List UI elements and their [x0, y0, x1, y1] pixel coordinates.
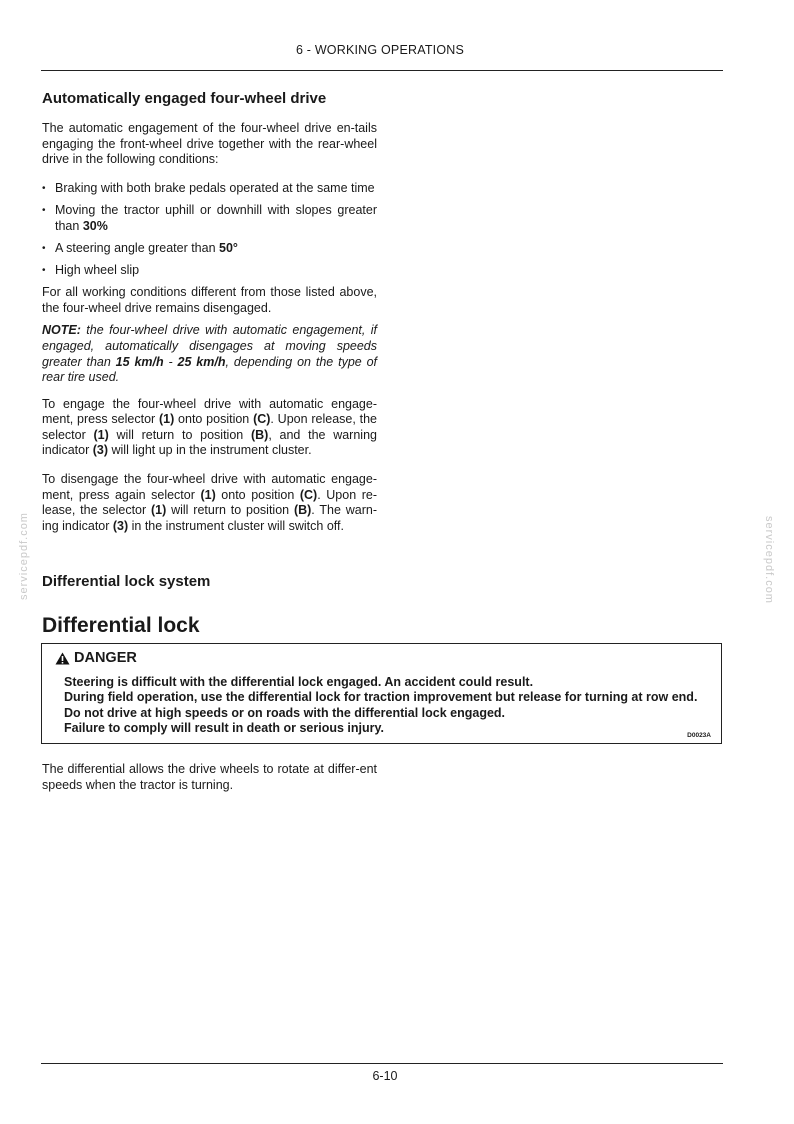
page-header-title: 6 - WORKING OPERATIONS — [295, 43, 465, 57]
note-paragraph: NOTE: the four-wheel drive with automatic engagement, if engaged, automatically disengages at moving speeds greater than 15 km/h - 25 km/h, depending on the type of rear tire used. — [42, 323, 378, 385]
watermark-right: servicepdf.com — [763, 516, 775, 604]
danger-line: Failure to comply will result in death or serious injury. — [64, 720, 384, 735]
section-heading-four-wheel-drive: Automatically engaged four-wheel drive — [42, 90, 327, 107]
list-item: • Moving the tractor uphill or downhill with slopes greater than 30% — [42, 203, 377, 234]
danger-line: During field operation, use the differential lock for traction improvement but release for turning at row end. Do not drive at high speeds or on roads with the differential lock engaged. — [64, 690, 698, 720]
intro-paragraph: The automatic engagement of the four-wheel drive en-tails engaging the front-wheel drive together with the rear-wheel drive in the following conditions: — [42, 121, 377, 167]
danger-line: Steering is difficult with the differential lock engaged. An accident could result. — [64, 675, 534, 689]
page-number: 6-10 — [372, 1069, 398, 1083]
danger-code: D0023A — [687, 732, 711, 739]
disengage-paragraph: To disengage the four-wheel drive with automatic engage-ment, press again selector (1) onto position (C). Upon re-lease, the selector (1) will return to position (B). The warn-ing indicator (3) in the instrument cluster will switch off. — [42, 472, 377, 533]
list-item: • Braking with both brake pedals operated at the same time — [42, 181, 377, 197]
engage-paragraph: To engage the four-wheel drive with automatic engage-ment, press selector (1) onto position (C). Upon release, the selector (1) will return to position (B), and the warning indicator (3) will light up in the instrument cluster. — [42, 396, 378, 458]
list-item: • High wheel slip — [42, 263, 377, 279]
section-four-wheel-drive-body — [42, 121, 377, 534]
differential-body — [42, 762, 377, 793]
header-divider — [41, 70, 723, 71]
conditions-list — [42, 181, 377, 279]
page-title-differential-lock: Differential lock — [42, 614, 200, 637]
footer-divider — [41, 1063, 723, 1064]
danger-box — [41, 643, 722, 744]
section-heading-differential-lock-system: Differential lock system — [42, 573, 211, 590]
danger-header — [55, 650, 137, 666]
list-item: • A steering angle greater than 50° — [42, 241, 377, 257]
warning-triangle-icon — [55, 652, 70, 665]
danger-text — [64, 675, 714, 736]
danger-label: DANGER — [74, 650, 137, 666]
watermark-left: servicepdf.com — [18, 512, 30, 600]
disengaged-paragraph: For all working conditions different from those listed above, the four-wheel drive remains disengaged. — [42, 285, 377, 315]
differential-paragraph: The differential allows the drive wheels to rotate at differ-ent speeds when the tractor is turning. — [42, 762, 377, 792]
